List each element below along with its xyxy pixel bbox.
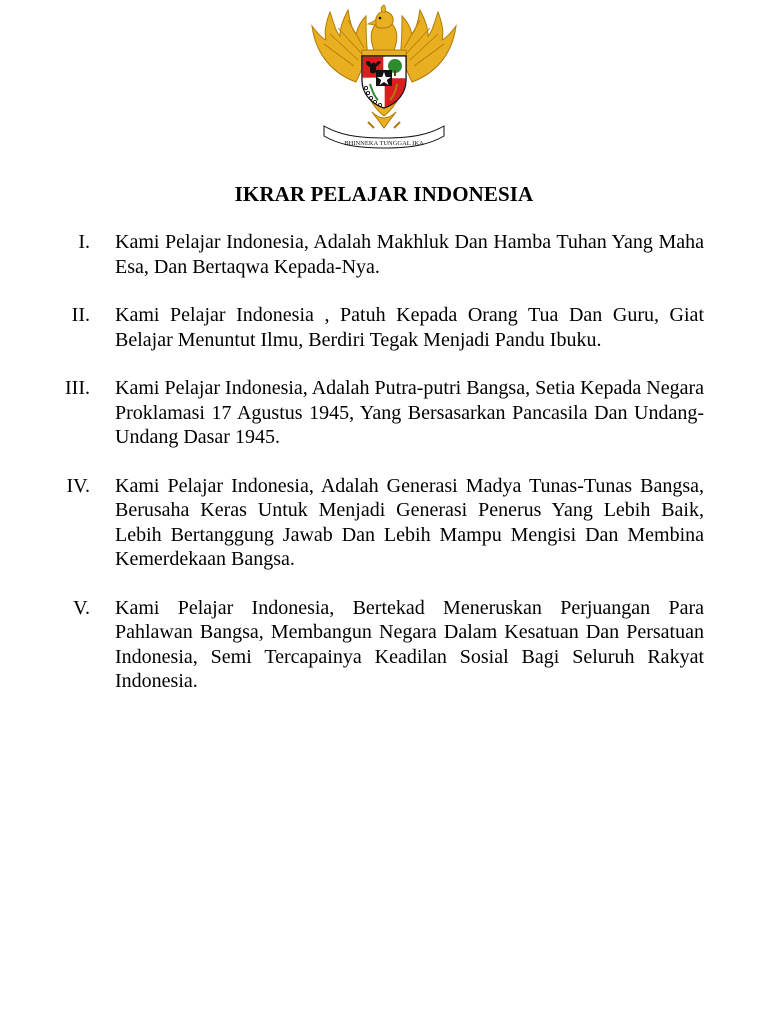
pledge-text: Kami Pelajar Indonesia, Bertekad Meneruskan Perjuangan Para Pahlawan Bangsa, Membangun Negara Dalam Kesatuan Dan Persatuan Indonesia, Semi Tercapainya Keadilan Sosial Bagi Seluruh Rakyat Indonesia. (115, 596, 704, 692)
pledge-item-2 (0, 303, 768, 352)
pledge-item-4 (0, 474, 768, 572)
motto-text: BHINNEKA TUNGGAL IKA (344, 140, 424, 147)
emblem-shield (362, 56, 406, 108)
pledge-numeral: II. (71, 304, 90, 326)
pledge-numeral: IV. (66, 474, 90, 497)
pledge-text: Kami Pelajar Indonesia , Patuh Kepada Orang Tua Dan Guru, Giat Belajar Menuntut Ilmu, Berdiri Tegak Menjadi Pandu Ibuku. (115, 304, 704, 351)
right-wing (400, 10, 456, 82)
garuda-eye (379, 17, 382, 20)
garuda-beak (368, 20, 376, 25)
pledge-list (0, 230, 768, 718)
garuda-emblem-icon (304, 4, 464, 152)
pledge-numeral: I. (78, 231, 90, 253)
garuda-crest (381, 5, 385, 12)
pledge-text: Kami Pelajar Indonesia, Adalah Generasi Madya Tunas-Tunas Bangsa, Berusaha Keras Untuk Menjadi Generasi Penerus Yang Lebih Baik, Lebih Bertanggung Jawab Dan Lebih Mampu Mengisi Dan Membina Kemerdekaan Bangsa. (115, 474, 704, 570)
pledge-text: Kami Pelajar Indonesia, Adalah Makhluk Dan Hamba Tuhan Yang Maha Esa, Dan Bertaqwa Kepada-Nya. (115, 231, 704, 278)
pledge-numeral: V. (73, 596, 90, 619)
pledge-item-1 (0, 230, 768, 279)
pledge-numeral: III. (65, 377, 90, 399)
garuda-head (375, 11, 393, 28)
pledge-text: Kami Pelajar Indonesia, Adalah Putra-putri Bangsa, Setia Kepada Negara Proklamasi 17 Agustus 1945, Yang Bersasarkan Pancasila Dan Undang-Undang Dasar 1945. (115, 377, 704, 448)
pledge-item-3 (0, 376, 768, 450)
document-title: IKRAR PELAJAR INDONESIA (234, 182, 534, 206)
left-wing (312, 10, 368, 82)
pledge-item-5 (0, 596, 768, 694)
